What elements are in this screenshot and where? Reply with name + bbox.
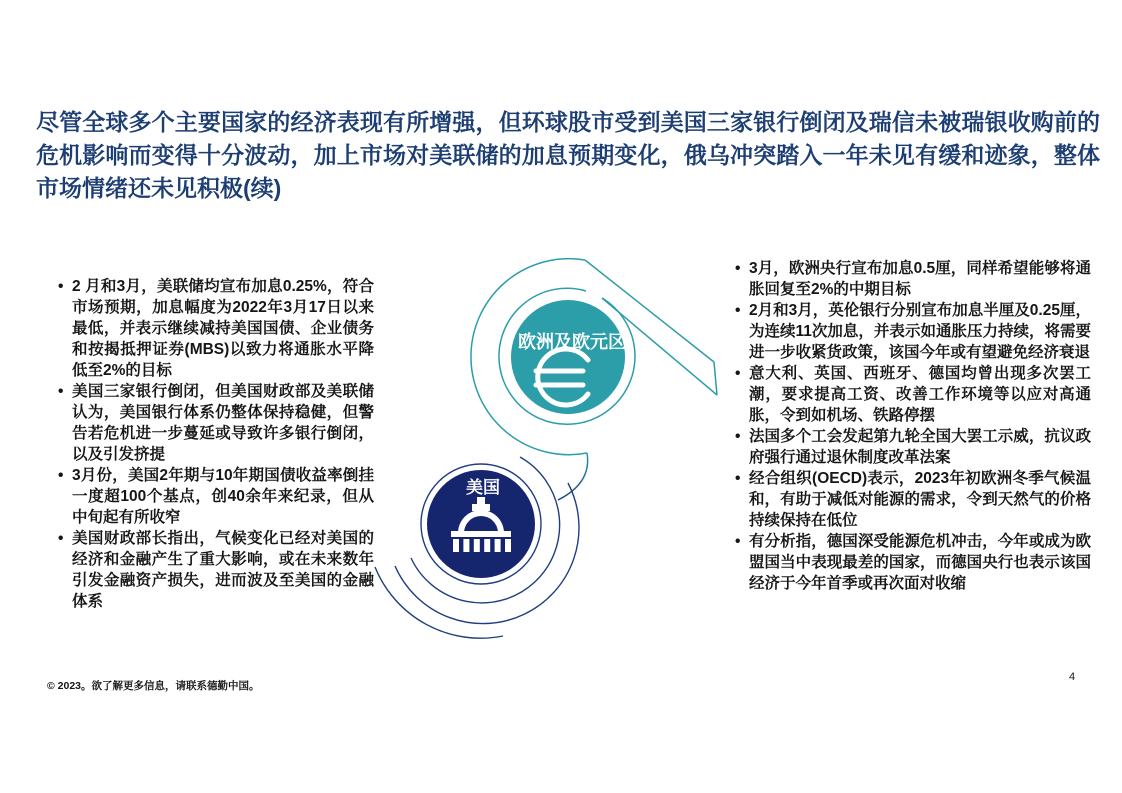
bullet-item: • 有分析指，德国深受能源危机冲击，今年或成为欧盟国当中表现最差的国家，而德国央行也表示该国经济于今年首季或再次面对收缩 (733, 531, 1091, 594)
slide-title: 尽管全球多个主要国家的经济表现有所增强，但环球股市受到美国三家银行倒闭及瑞信未被瑞银收购前的危机影响而变得十分波动，加上市场对美联储的加息预期变化，俄乌冲突踏入一年未见有缓和迹象，整体市场情绪还未见积极(续) (36, 109, 1100, 201)
bullet-item: • 2月和3月，英伦银行分别宣布加息半厘及0.25厘，为连续11次加息，并表示如通胀压力持续，将需要进一步收紧货政策，该国今年或有望避免经济衰退 (733, 300, 1091, 363)
bullet-item: • 美国三家银行倒闭，但美国财政部及美联储认为，美国银行体系仍整体保持稳健，但警告若危机进一步蔓延或导致许多银行倒闭，以及引发挤提 (56, 381, 374, 465)
page-number: 4 (1068, 671, 1076, 683)
bullet-item: • 3月份，美国2年期与10年期国债收益率倒挂一度超100个基点，创40余年来纪录，但从中旬起有所收窄 (56, 465, 374, 528)
bullet-item: • 经合组织(OECD)表示，2023年初欧洲冬季气候温和，有助于减低对能源的需求，令到天然气的价格持续保持在低位 (733, 468, 1091, 531)
bullet-item: • 3月，欧洲央行宣布加息0.5厘，同样希望能够将通胀回复至2%的中期目标 (733, 258, 1091, 300)
us-spiral (375, 457, 579, 638)
bullet-item: • 美国财政部长指出，气候变化已经对美国的经济和金融产生了重大影响，或在未来数年引发金融资产损失，进而波及至美国的金融体系 (56, 528, 374, 612)
bullet-item: • 意大利、英国、西班牙、德国均曾出现多次罢工潮，要求提高工资、改善工作环境等以应对高通胀，令到如机场、铁路停摆 (733, 363, 1091, 426)
us-label: 美国 (466, 478, 500, 497)
bullet-item: • 法国多个工会发起第九轮全国大罢工示威，抗议政府强行通过退休制度改革法案 (733, 426, 1091, 468)
europe-label: 欧洲及欧元区 (518, 332, 626, 352)
europe-spiral (471, 259, 717, 500)
europe-circle (511, 300, 625, 414)
copyright-footer: © 2023。欲了解更多信息，请联系德勤中国。 (47, 680, 260, 692)
bullet-item: • 2 月和3月，美联储均宣布加息0.25%，符合市场预期，加息幅度为2022年3月17日以来最低，并表示继续减持美国国债、企业债务和按揭抵押证券(MBS)以致力将通胀水平降低至2%的目标 (56, 276, 374, 381)
